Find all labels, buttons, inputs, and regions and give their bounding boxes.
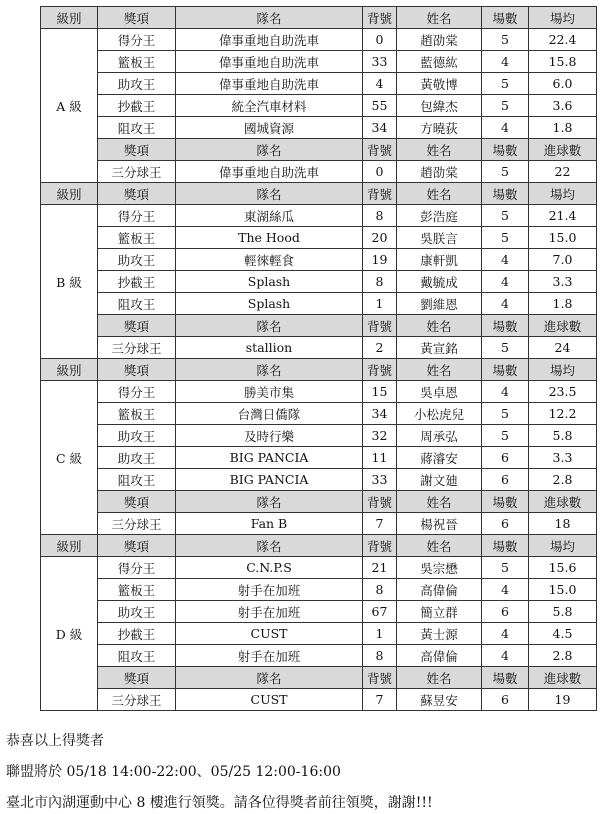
header-name: 姓名 [397, 667, 482, 689]
cell-award: 助攻王 [98, 73, 176, 95]
cell-name: 趙劭棠 [397, 29, 482, 51]
cell-number: 7 [363, 513, 397, 535]
cell-number: 0 [363, 29, 397, 51]
cell-award: 三分球王 [98, 337, 176, 359]
cell-games: 4 [482, 51, 529, 73]
award-row [41, 425, 597, 447]
header-average: 場均 [529, 535, 597, 557]
header-team: 隊名 [176, 7, 363, 29]
cell-number: 8 [363, 271, 397, 293]
header-name: 姓名 [397, 183, 482, 205]
ceremony-time-note: 聯盟將於 05/18 14:00-22:00、05/25 12:00-16:00 [6, 764, 341, 780]
cell-name: 小松虎兒 [397, 403, 482, 425]
cell-name: 戴毓成 [397, 271, 482, 293]
cell-games: 5 [482, 161, 529, 183]
cell-team: CUST [176, 623, 363, 645]
cell-number: 4 [363, 73, 397, 95]
award-row [41, 447, 597, 469]
cell-team: BIG PANCIA [176, 447, 363, 469]
awards-table [40, 6, 597, 711]
award-row [41, 469, 597, 491]
cell-name: 簡立群 [397, 601, 482, 623]
award-row [41, 117, 597, 139]
header-games: 場數 [482, 359, 529, 381]
cell-value: 5.8 [529, 601, 597, 623]
cell-value: 1.8 [529, 293, 597, 315]
cell-award: 助攻王 [98, 249, 176, 271]
cell-number: 1 [363, 293, 397, 315]
cell-name: 楊祝晉 [397, 513, 482, 535]
header-name: 姓名 [397, 535, 482, 557]
cell-team: Fan B [176, 513, 363, 535]
cell-team: 輕徠輕食 [176, 249, 363, 271]
cell-award: 籃板王 [98, 51, 176, 73]
cell-number: 67 [363, 601, 397, 623]
award-row [41, 271, 597, 293]
cell-award: 阻攻王 [98, 293, 176, 315]
award-row [41, 249, 597, 271]
cell-team: 偉事重地自助洗車 [176, 29, 363, 51]
cell-award: 助攻王 [98, 447, 176, 469]
award-row [41, 645, 597, 667]
header-team: 隊名 [176, 359, 363, 381]
award-row [41, 205, 597, 227]
cell-value: 24 [529, 337, 597, 359]
cell-number: 8 [363, 205, 397, 227]
cell-number: 32 [363, 425, 397, 447]
cell-number: 33 [363, 469, 397, 491]
three-point-header-row [41, 491, 597, 513]
cell-team: Splash [176, 271, 363, 293]
cell-team: 東湖絲瓜 [176, 205, 363, 227]
header-average: 場均 [529, 359, 597, 381]
group-header-row [41, 183, 597, 205]
three-point-row [41, 689, 597, 711]
award-row [41, 557, 597, 579]
header-number: 背號 [363, 667, 397, 689]
cell-games: 5 [482, 425, 529, 447]
cell-name: 方曉荻 [397, 117, 482, 139]
award-row [41, 601, 597, 623]
header-average: 場均 [529, 183, 597, 205]
header-number: 背號 [363, 315, 397, 337]
header-award: 獎項 [98, 535, 176, 557]
cell-value: 15.6 [529, 557, 597, 579]
header-team: 隊名 [176, 315, 363, 337]
header-games: 場數 [482, 491, 529, 513]
cell-games: 4 [482, 623, 529, 645]
cell-number: 34 [363, 403, 397, 425]
cell-name: 趙劭棠 [397, 161, 482, 183]
header-average: 場均 [529, 7, 597, 29]
three-point-header-row [41, 139, 597, 161]
header-level: 級別 [41, 7, 98, 29]
header-team: 隊名 [176, 183, 363, 205]
cell-award: 籃板王 [98, 227, 176, 249]
three-point-row [41, 161, 597, 183]
header-award: 獎項 [98, 491, 176, 513]
cell-name: 康軒凱 [397, 249, 482, 271]
header-games: 場數 [482, 667, 529, 689]
cell-team: 射手在加班 [176, 601, 363, 623]
cell-games: 4 [482, 293, 529, 315]
cell-games: 4 [482, 645, 529, 667]
cell-number: 34 [363, 117, 397, 139]
congrats-note: 恭喜以上得獎者 [6, 733, 104, 749]
cell-games: 4 [482, 249, 529, 271]
cell-games: 5 [482, 227, 529, 249]
three-point-header-row [41, 315, 597, 337]
cell-value: 15.8 [529, 51, 597, 73]
header-games: 場數 [482, 183, 529, 205]
cell-number: 11 [363, 447, 397, 469]
cell-name: 劉維恩 [397, 293, 482, 315]
cell-value: 5.8 [529, 425, 597, 447]
group-header-row [41, 7, 597, 29]
header-level: 級別 [41, 535, 98, 557]
header-name: 姓名 [397, 139, 482, 161]
header-games: 場數 [482, 7, 529, 29]
grade-label: D 級 [41, 557, 98, 711]
cell-value: 3.3 [529, 447, 597, 469]
cell-games: 6 [482, 447, 529, 469]
group-header-row [41, 535, 597, 557]
cell-number: 0 [363, 161, 397, 183]
cell-award: 籃板王 [98, 403, 176, 425]
cell-award: 得分王 [98, 557, 176, 579]
award-row [41, 293, 597, 315]
cell-team: 偉事重地自助洗車 [176, 161, 363, 183]
header-award: 獎項 [98, 667, 176, 689]
cell-award: 得分王 [98, 29, 176, 51]
award-row [41, 623, 597, 645]
cell-games: 6 [482, 601, 529, 623]
cell-team: BIG PANCIA [176, 469, 363, 491]
cell-number: 8 [363, 645, 397, 667]
cell-name: 彭浩庭 [397, 205, 482, 227]
header-award: 獎項 [98, 315, 176, 337]
header-goals: 進球數 [529, 667, 597, 689]
cell-games: 6 [482, 513, 529, 535]
cell-team: C.N.P.S [176, 557, 363, 579]
cell-award: 助攻王 [98, 601, 176, 623]
header-team: 隊名 [176, 139, 363, 161]
cell-award: 抄截王 [98, 271, 176, 293]
grade-label: C 級 [41, 381, 98, 535]
cell-value: 3.6 [529, 95, 597, 117]
cell-name: 吳朕言 [397, 227, 482, 249]
cell-team: CUST [176, 689, 363, 711]
cell-value: 1.8 [529, 117, 597, 139]
cell-value: 7.0 [529, 249, 597, 271]
header-goals: 進球數 [529, 139, 597, 161]
header-number: 背號 [363, 359, 397, 381]
cell-value: 2.8 [529, 469, 597, 491]
cell-team: Splash [176, 293, 363, 315]
cell-games: 4 [482, 117, 529, 139]
header-name: 姓名 [397, 315, 482, 337]
cell-award: 三分球王 [98, 161, 176, 183]
header-number: 背號 [363, 183, 397, 205]
header-award: 獎項 [98, 7, 176, 29]
cell-games: 5 [482, 95, 529, 117]
ceremony-location-note: 臺北市內湖運動中心 8 樓進行領獎。請各位得獎者前往領獎，謝謝!!! [6, 795, 433, 811]
cell-games: 5 [482, 403, 529, 425]
cell-team: 射手在加班 [176, 645, 363, 667]
cell-name: 蔣濬安 [397, 447, 482, 469]
award-row [41, 227, 597, 249]
cell-award: 得分王 [98, 205, 176, 227]
cell-value: 21.4 [529, 205, 597, 227]
three-point-row [41, 513, 597, 535]
cell-value: 22.4 [529, 29, 597, 51]
cell-value: 19 [529, 689, 597, 711]
header-level: 級別 [41, 359, 98, 381]
cell-name: 蘇昱安 [397, 689, 482, 711]
cell-award: 三分球王 [98, 513, 176, 535]
header-number: 背號 [363, 139, 397, 161]
cell-name: 黃敬博 [397, 73, 482, 95]
cell-games: 6 [482, 469, 529, 491]
cell-team: 偉事重地自助洗車 [176, 51, 363, 73]
cell-games: 4 [482, 381, 529, 403]
cell-name: 吳卓恩 [397, 381, 482, 403]
cell-number: 2 [363, 337, 397, 359]
cell-team: 國城資源 [176, 117, 363, 139]
three-point-row [41, 337, 597, 359]
cell-name: 高偉倫 [397, 579, 482, 601]
header-games: 場數 [482, 315, 529, 337]
three-point-header-row [41, 667, 597, 689]
header-games: 場數 [482, 139, 529, 161]
grade-label: A 級 [41, 29, 98, 183]
cell-value: 18 [529, 513, 597, 535]
grade-label: B 級 [41, 205, 98, 359]
awards-table-body [41, 7, 597, 711]
cell-name: 高偉倫 [397, 645, 482, 667]
cell-number: 33 [363, 51, 397, 73]
group-header-row [41, 359, 597, 381]
header-name: 姓名 [397, 359, 482, 381]
award-row [41, 29, 597, 51]
header-team: 隊名 [176, 491, 363, 513]
cell-team: 勝美市集 [176, 381, 363, 403]
cell-games: 5 [482, 205, 529, 227]
header-award: 獎項 [98, 359, 176, 381]
award-row [41, 95, 597, 117]
cell-games: 5 [482, 557, 529, 579]
cell-team: 統全汽車材料 [176, 95, 363, 117]
cell-name: 黃士源 [397, 623, 482, 645]
cell-name: 謝文廸 [397, 469, 482, 491]
cell-award: 阻攻王 [98, 117, 176, 139]
cell-team: The Hood [176, 227, 363, 249]
cell-value: 15.0 [529, 579, 597, 601]
cell-name: 黃宣銘 [397, 337, 482, 359]
header-award: 獎項 [98, 183, 176, 205]
cell-number: 55 [363, 95, 397, 117]
cell-value: 22 [529, 161, 597, 183]
cell-value: 12.2 [529, 403, 597, 425]
cell-number: 1 [363, 623, 397, 645]
cell-games: 4 [482, 579, 529, 601]
cell-award: 助攻王 [98, 425, 176, 447]
cell-value: 2.8 [529, 645, 597, 667]
cell-value: 6.0 [529, 73, 597, 95]
cell-games: 5 [482, 73, 529, 95]
cell-number: 7 [363, 689, 397, 711]
award-row [41, 51, 597, 73]
cell-games: 5 [482, 29, 529, 51]
header-name: 姓名 [397, 491, 482, 513]
header-team: 隊名 [176, 535, 363, 557]
cell-team: stallion [176, 337, 363, 359]
header-goals: 進球數 [529, 491, 597, 513]
header-games: 場數 [482, 535, 529, 557]
cell-name: 周承弘 [397, 425, 482, 447]
header-number: 背號 [363, 535, 397, 557]
header-award: 獎項 [98, 139, 176, 161]
award-row [41, 579, 597, 601]
cell-team: 射手在加班 [176, 579, 363, 601]
header-number: 背號 [363, 491, 397, 513]
cell-games: 5 [482, 337, 529, 359]
award-row [41, 73, 597, 95]
cell-number: 15 [363, 381, 397, 403]
cell-award: 抄截王 [98, 95, 176, 117]
cell-award: 得分王 [98, 381, 176, 403]
cell-team: 及時行樂 [176, 425, 363, 447]
award-row [41, 381, 597, 403]
cell-games: 6 [482, 689, 529, 711]
header-name: 姓名 [397, 7, 482, 29]
cell-number: 8 [363, 579, 397, 601]
award-row [41, 403, 597, 425]
cell-award: 籃板王 [98, 579, 176, 601]
cell-name: 吳宗懋 [397, 557, 482, 579]
cell-team: 台灣日僑隊 [176, 403, 363, 425]
cell-award: 阻攻王 [98, 469, 176, 491]
cell-award: 抄截王 [98, 623, 176, 645]
cell-value: 3.3 [529, 271, 597, 293]
cell-number: 19 [363, 249, 397, 271]
cell-team: 偉事重地自助洗車 [176, 73, 363, 95]
header-team: 隊名 [176, 667, 363, 689]
cell-games: 4 [482, 271, 529, 293]
cell-award: 三分球王 [98, 689, 176, 711]
cell-value: 4.5 [529, 623, 597, 645]
cell-value: 23.5 [529, 381, 597, 403]
cell-name: 包緯杰 [397, 95, 482, 117]
cell-number: 20 [363, 227, 397, 249]
cell-value: 15.0 [529, 227, 597, 249]
header-number: 背號 [363, 7, 397, 29]
cell-number: 21 [363, 557, 397, 579]
header-goals: 進球數 [529, 315, 597, 337]
cell-award: 阻攻王 [98, 645, 176, 667]
cell-name: 藍德紘 [397, 51, 482, 73]
header-level: 級別 [41, 183, 98, 205]
